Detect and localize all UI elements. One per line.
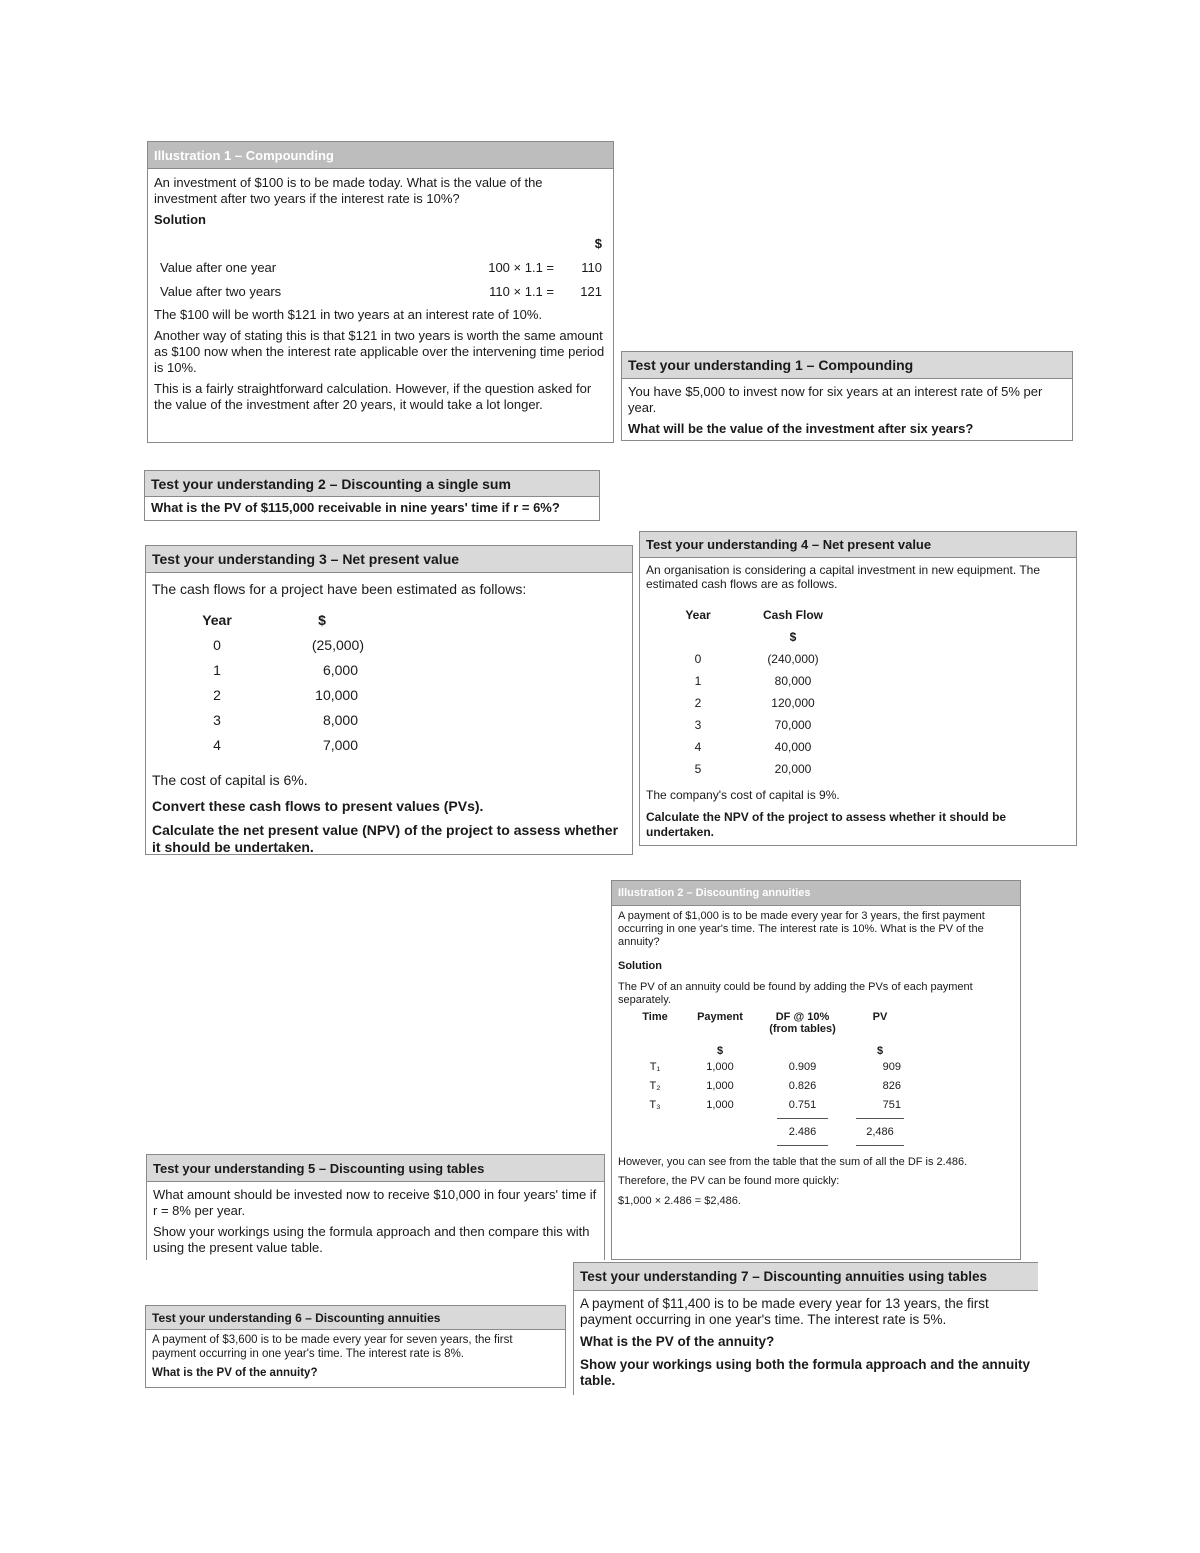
tyu-4-cost: The company's cost of capital is 9%.	[646, 787, 840, 802]
table-row: 2 10,000	[213, 687, 358, 704]
col-time: Time	[642, 1011, 668, 1024]
tyu-4-question: Calculate the NPV of the project to assess whether it should be undertaken.	[646, 810, 1007, 839]
tyu-1-text: You have $5,000 to invest now for six years at an interest rate of 5% per year.	[628, 384, 1043, 415]
tyu-1-box	[621, 351, 1073, 441]
tyu-5-text: What amount should be invested now to receive $10,000 in four years' time if r = 8% per year.	[153, 1187, 597, 1218]
tyu-4-intro: An organisation is considering a capital investment in new equipment. The estimated cash flows are as follows.	[646, 563, 1041, 592]
tyu-6-title: Test your understanding 6 – Discounting annuities	[146, 1306, 565, 1330]
tyu-6-text: A payment of $3,600 is to be made every year for seven years, the first payment occurring in one year's time. The interest rate is 8%.	[152, 1334, 513, 1360]
tyu-3-title: Test your understanding 3 – Net present value	[146, 546, 632, 573]
table-row: 5 20,000	[694, 761, 812, 776]
illustration-2-box	[611, 880, 1021, 1260]
illustration-2-solution-label: Solution	[618, 959, 662, 972]
illustration-2-table: Time Payment DF @ 10% (from tables) PV $ $ T₁ 1,000 0.909 909 T₂ 1,000 0.826 826 T₃ 1,000 0.751 751 2.486 2,486	[630, 1011, 915, 1150]
col-cash: $	[318, 612, 326, 629]
illustration-1-table	[154, 232, 606, 304]
illustration-1-solution-label: Solution	[154, 212, 206, 228]
table-row: 1 6,000	[213, 662, 358, 679]
col-pv: PV	[872, 1011, 888, 1024]
illustration-2-p2: However, you can see from the table that the sum of all the DF is 2.486.	[618, 1156, 968, 1169]
total-pv: 2,486	[856, 1118, 904, 1146]
illustration-1-title: Illustration 1 – Compounding	[148, 142, 613, 169]
tyu-4-box	[639, 531, 1077, 846]
table-row: 2 120,000	[694, 695, 815, 710]
tyu-1-question: What will be the value of the investment after six years?	[628, 421, 974, 437]
tyu-3-intro: The cash flows for a project have been estimated as follows:	[152, 581, 527, 597]
table-row: 0 (240,000)	[694, 651, 819, 666]
totals-row	[630, 1114, 915, 1150]
illustration-1-p3: This is a fairly straightforward calculation. However, if the question asked for the value of the investment after 20 years, it would take a lot longer.	[154, 381, 592, 412]
tyu-3-cost: The cost of capital is 6%.	[152, 771, 308, 788]
col-year: Year	[202, 612, 232, 629]
tyu-5-box	[146, 1154, 605, 1260]
illustration-2-p3: Therefore, the PV can be found more quickly:	[618, 1175, 840, 1188]
illustration-2-title: Illustration 2 – Discounting annuities	[612, 881, 1020, 906]
tyu-6-question: What is the PV of the annuity?	[152, 1366, 318, 1379]
illustration-1-p1: The $100 will be worth $121 in two years at an interest rate of 10%.	[154, 306, 543, 322]
tyu-2-question: What is the PV of $115,000 receivable in nine years' time if r = 6%?	[151, 500, 560, 515]
table-row: 3 8,000	[213, 712, 358, 729]
table-row: 3 70,000	[694, 717, 812, 732]
tyu-2-box	[144, 470, 600, 521]
illustration-2-p1: The PV of an annuity could be found by adding the PVs of each payment separately.	[618, 980, 973, 1006]
tyu-3-table	[182, 608, 392, 758]
table-row: 4 7,000	[213, 737, 358, 754]
tyu-7-q2: Show your workings using both the formula approach and the annuity table.	[580, 1356, 1031, 1388]
table-row: T₁ 1,000 0.909 909	[649, 1060, 901, 1073]
illustration-2-p4: $1,000 × 2.486 = $2,486.	[618, 1194, 741, 1207]
illustration-1-box	[147, 141, 614, 443]
tyu-3-q2: Calculate the net present value (NPV) of the project to assess whether it should be undertaken.	[152, 822, 619, 856]
tyu-5-title: Test your understanding 5 – Discounting using tables	[147, 1155, 604, 1182]
table-row: Value after two years 110 × 1.1 = 121	[160, 284, 602, 300]
col-cash-flow: Cash Flow	[762, 607, 823, 622]
table-row: 1 80,000	[694, 673, 812, 688]
table-row: T₂ 1,000 0.826 826	[649, 1079, 901, 1092]
table-row: 0 (25,000)	[213, 637, 364, 654]
table-row: 4 40,000	[694, 739, 812, 754]
table-row: T₃ 1,000 0.751 751	[649, 1098, 901, 1111]
tyu-3-q1: Convert these cash flows to present values (PVs).	[152, 797, 484, 814]
col-df: DF @ 10% (from tables)	[769, 1011, 836, 1036]
tyu-4-table	[668, 604, 858, 780]
tyu-6-box	[145, 1305, 566, 1388]
illustration-1-intro: An investment of $100 is to be made today. What is the value of the investment after two years if the interest rate is 10%?	[154, 175, 543, 206]
tyu-7-title: Test your understanding 7 – Discounting annuities using tables	[574, 1263, 1038, 1291]
table-row: Value after one year 100 × 1.1 = 110	[160, 260, 602, 276]
illustration-1-p2: Another way of stating this is that $121 in two years is worth the same amount as $100 now when the interest rate applicable over the intervening time period is 10%.	[154, 328, 605, 375]
tyu-1-title: Test your understanding 1 – Compounding	[622, 352, 1072, 379]
tyu-4-title: Test your understanding 4 – Net present value	[640, 532, 1076, 558]
currency-header: $	[594, 236, 602, 252]
tyu-7-box	[573, 1262, 1038, 1395]
col-payment: Payment	[697, 1011, 743, 1024]
col-year: Year	[685, 607, 711, 622]
tyu-7-text: A payment of $11,400 is to be made every year for 13 years, the first payment occurring in one year's time. The interest rate is 5%.	[580, 1296, 989, 1328]
currency-header: $	[789, 629, 797, 644]
tyu-2-title: Test your understanding 2 – Discounting a single sum	[145, 471, 599, 497]
tyu-7-q1: What is the PV of the annuity?	[580, 1334, 775, 1350]
tyu-5-text2: Show your workings using the formula approach and then compare this with using the present value table.	[153, 1224, 590, 1255]
total-df: 2.486	[777, 1118, 829, 1146]
illustration-2-intro: A payment of $1,000 is to be made every year for 3 years, the first payment occurring in one year's time. The interest rate is 10%. What is the PV of the annuity?	[618, 910, 985, 949]
tyu-3-box	[145, 545, 633, 855]
